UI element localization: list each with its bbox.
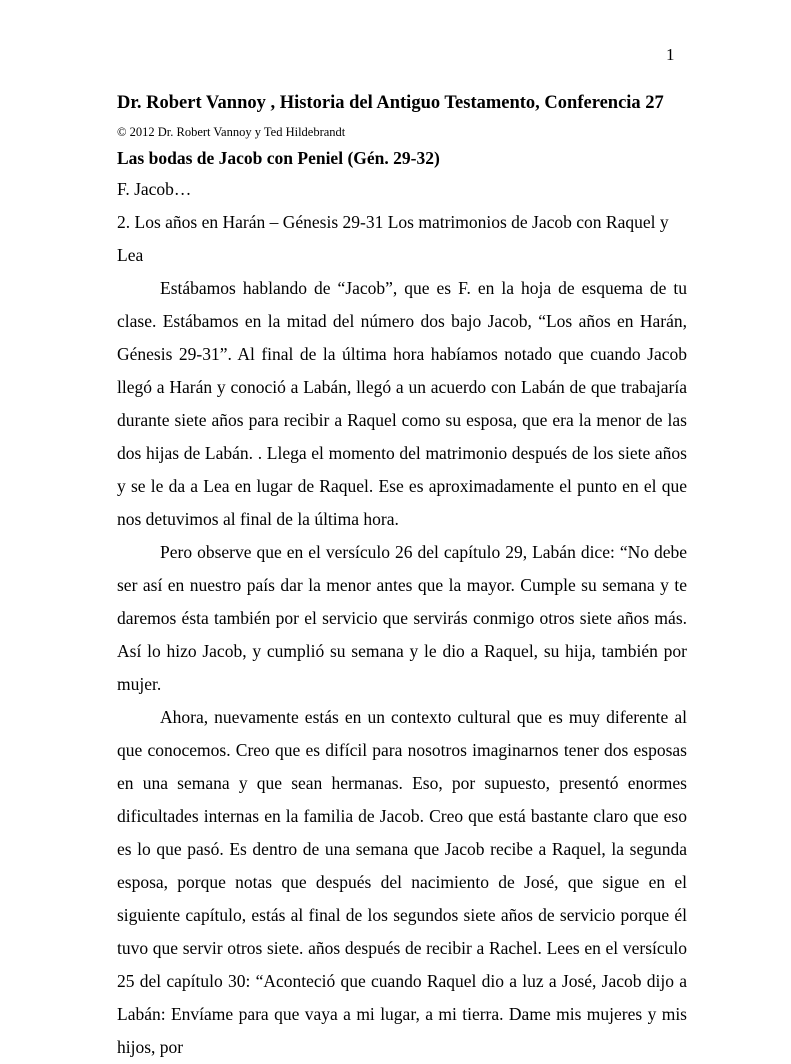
copyright-notice: © 2012 Dr. Robert Vannoy y Ted Hildebrandt [117,125,346,139]
paragraph-3: Ahora, nuevamente estás en un contexto cultural que es muy diferente al que conocemos. Creo que es difícil para nosotros imaginarnos tener dos esposas en una semana y que sean hermanas. Eso, por supuesto, presentó enormes dificultades internas en la familia de Jacob. Creo que está bastante claro que eso es lo que pasó. Es dentro de una semana que Jacob recibe a Raquel, la segunda esposa, porque notas que después del nacimiento de José, que sigue en el siguiente capítulo, estás al final de los segundos siete años de servicio porque él tuvo que servir otros siete. años después de recibir a Rachel. Lees en el versículo 25 del capítulo 30: “Aconteció que cuando Raquel dio a luz a José, Jacob dijo a Labán: Envíame para que vaya a mi lugar, a mi tierra. Dame mis mujeres y mis hijos, por [117,707,687,1057]
section-heading: Las bodas de Jacob con Peniel (Gén. 29-32) [117,148,440,168]
document-title: Dr. Robert Vannoy , Historia del Antiguo Testamento, Conferencia 27 [117,93,664,113]
page-number: 1 [666,45,675,64]
paragraph-2: Pero observe que en el versículo 26 del capítulo 29, Labán dice: “No debe ser así en nuestro país dar la menor antes que la mayor. Cumple su semana y te daremos ésta también por el servicio que servirás conmigo otros siete años más. Así lo hizo Jacob, y cumplió su semana y le dio a Raquel, su hija, también por mujer. [117,542,687,694]
outline-item-2: 2. Los años en Harán – Génesis 29-31 Los matrimonios de Jacob con Raquel y Lea [117,212,669,265]
paragraph-1: Estábamos hablando de “Jacob”, que es F. en la hoja de esquema de tu clase. Estábamos en la mitad del número dos bajo Jacob, “Los años en Harán, Génesis 29-31”. Al final de la última hora habíamos notado que cuando Jacob llegó a Harán y conoció a Labán, llegó a un acuerdo con Labán de que trabajaría durante siete años para recibir a Raquel como su esposa, que era la menor de las dos hijas de Labán. . Llega el momento del matrimonio después de los siete años y se le da a Lea en lugar de Raquel. Ese es aproximadamente el punto en el que nos detuvimos al final de la última hora. [117,278,687,529]
body-text [117,272,687,1064]
outline-item-f: F. Jacob… [117,179,192,199]
